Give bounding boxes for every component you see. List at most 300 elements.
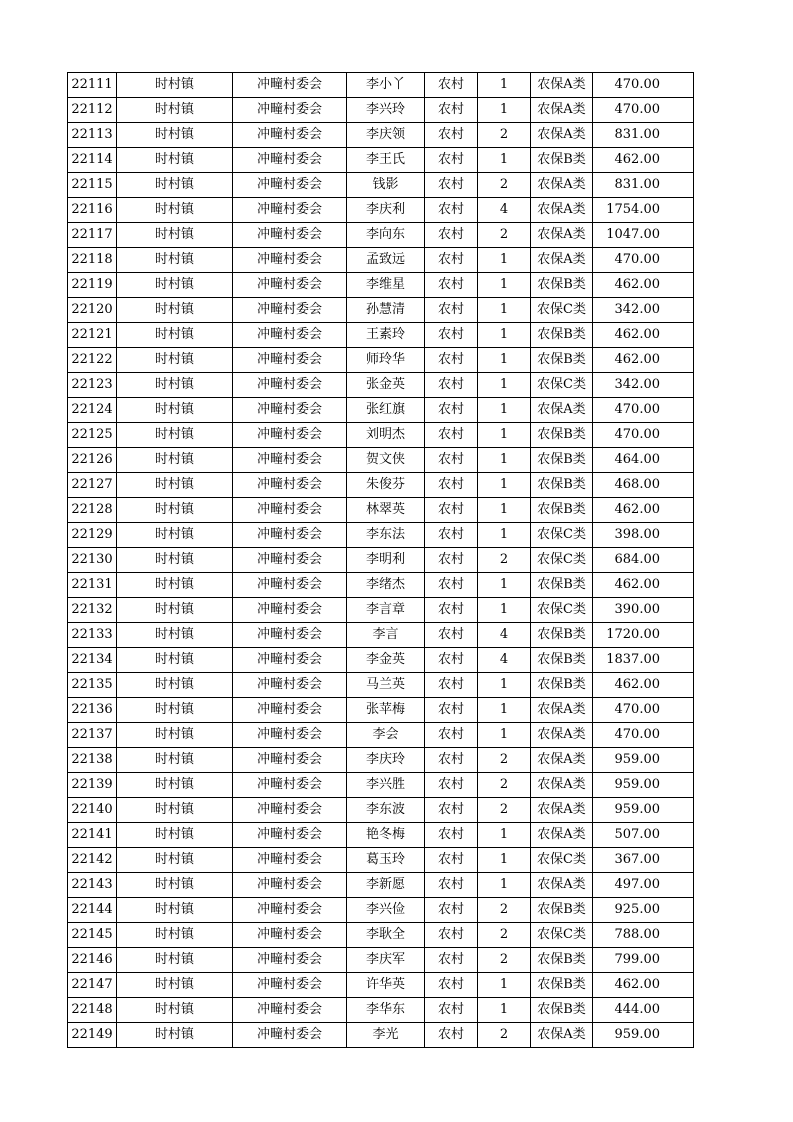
table-row <box>68 98 694 123</box>
amount-cell: 470.00 <box>593 398 694 423</box>
id-cell: 22113 <box>68 123 117 148</box>
village-cell: 冲疃村委会 <box>233 373 347 398</box>
name-cell: 张金英 <box>347 373 425 398</box>
area-cell: 农村 <box>425 473 478 498</box>
amount-cell: 342.00 <box>593 298 694 323</box>
village-cell: 冲疃村委会 <box>233 98 347 123</box>
table-row <box>68 898 694 923</box>
count-cell: 1 <box>478 348 531 373</box>
name-cell: 李东波 <box>347 798 425 823</box>
name-cell: 李金英 <box>347 648 425 673</box>
count-cell: 1 <box>478 873 531 898</box>
name-cell: 李耿全 <box>347 923 425 948</box>
village-cell: 冲疃村委会 <box>233 798 347 823</box>
count-cell: 1 <box>478 298 531 323</box>
category-cell: 农保C类 <box>531 548 593 573</box>
village-cell: 冲疃村委会 <box>233 773 347 798</box>
amount-cell: 462.00 <box>593 348 694 373</box>
town-cell: 时村镇 <box>117 123 233 148</box>
count-cell: 2 <box>478 123 531 148</box>
category-cell: 农保A类 <box>531 823 593 848</box>
count-cell: 2 <box>478 173 531 198</box>
id-cell: 22144 <box>68 898 117 923</box>
id-cell: 22119 <box>68 273 117 298</box>
table-row <box>68 323 694 348</box>
name-cell: 李言 <box>347 623 425 648</box>
area-cell: 农村 <box>425 923 478 948</box>
id-cell: 22136 <box>68 698 117 723</box>
town-cell: 时村镇 <box>117 748 233 773</box>
id-cell: 22112 <box>68 98 117 123</box>
category-cell: 农保A类 <box>531 248 593 273</box>
town-cell: 时村镇 <box>117 998 233 1023</box>
table-row <box>68 573 694 598</box>
name-cell: 李会 <box>347 723 425 748</box>
name-cell: 李向东 <box>347 223 425 248</box>
town-cell: 时村镇 <box>117 323 233 348</box>
category-cell: 农保A类 <box>531 723 593 748</box>
category-cell: 农保B类 <box>531 898 593 923</box>
area-cell: 农村 <box>425 273 478 298</box>
category-cell: 农保C类 <box>531 598 593 623</box>
table-row <box>68 498 694 523</box>
name-cell: 李光 <box>347 1023 425 1048</box>
amount-cell: 507.00 <box>593 823 694 848</box>
count-cell: 1 <box>478 448 531 473</box>
category-cell: 农保B类 <box>531 448 593 473</box>
amount-cell: 398.00 <box>593 523 694 548</box>
count-cell: 1 <box>478 323 531 348</box>
village-cell: 冲疃村委会 <box>233 898 347 923</box>
area-cell: 农村 <box>425 298 478 323</box>
village-cell: 冲疃村委会 <box>233 673 347 698</box>
name-cell: 贺文侠 <box>347 448 425 473</box>
name-cell: 马兰英 <box>347 673 425 698</box>
area-cell: 农村 <box>425 573 478 598</box>
village-cell: 冲疃村委会 <box>233 248 347 273</box>
category-cell: 农保A类 <box>531 173 593 198</box>
id-cell: 22138 <box>68 748 117 773</box>
town-cell: 时村镇 <box>117 348 233 373</box>
town-cell: 时村镇 <box>117 698 233 723</box>
town-cell: 时村镇 <box>117 923 233 948</box>
name-cell: 李庆利 <box>347 198 425 223</box>
village-cell: 冲疃村委会 <box>233 273 347 298</box>
amount-cell: 470.00 <box>593 73 694 98</box>
amount-cell: 462.00 <box>593 673 694 698</box>
village-cell: 冲疃村委会 <box>233 448 347 473</box>
area-cell: 农村 <box>425 623 478 648</box>
amount-cell: 470.00 <box>593 98 694 123</box>
category-cell: 农保A类 <box>531 698 593 723</box>
village-cell: 冲疃村委会 <box>233 748 347 773</box>
category-cell: 农保B类 <box>531 573 593 598</box>
amount-cell: 497.00 <box>593 873 694 898</box>
id-cell: 22124 <box>68 398 117 423</box>
area-cell: 农村 <box>425 223 478 248</box>
id-cell: 22143 <box>68 873 117 898</box>
town-cell: 时村镇 <box>117 723 233 748</box>
name-cell: 李兴胜 <box>347 773 425 798</box>
town-cell: 时村镇 <box>117 848 233 873</box>
category-cell: 农保B类 <box>531 998 593 1023</box>
village-cell: 冲疃村委会 <box>233 648 347 673</box>
village-cell: 冲疃村委会 <box>233 173 347 198</box>
village-cell: 冲疃村委会 <box>233 223 347 248</box>
town-cell: 时村镇 <box>117 573 233 598</box>
table-row <box>68 73 694 98</box>
amount-cell: 1754.00 <box>593 198 694 223</box>
id-cell: 22125 <box>68 423 117 448</box>
area-cell: 农村 <box>425 498 478 523</box>
count-cell: 2 <box>478 773 531 798</box>
table-row <box>68 123 694 148</box>
category-cell: 农保C类 <box>531 298 593 323</box>
category-cell: 农保B类 <box>531 648 593 673</box>
area-cell: 农村 <box>425 673 478 698</box>
count-cell: 1 <box>478 498 531 523</box>
id-cell: 22121 <box>68 323 117 348</box>
amount-cell: 470.00 <box>593 698 694 723</box>
village-cell: 冲疃村委会 <box>233 148 347 173</box>
name-cell: 李兴俭 <box>347 898 425 923</box>
area-cell: 农村 <box>425 698 478 723</box>
area-cell: 农村 <box>425 73 478 98</box>
table-row <box>68 848 694 873</box>
id-cell: 22131 <box>68 573 117 598</box>
town-cell: 时村镇 <box>117 523 233 548</box>
id-cell: 22146 <box>68 948 117 973</box>
name-cell: 孟致远 <box>347 248 425 273</box>
count-cell: 4 <box>478 648 531 673</box>
town-cell: 时村镇 <box>117 473 233 498</box>
table-row <box>68 673 694 698</box>
table-row <box>68 148 694 173</box>
table-row <box>68 248 694 273</box>
id-cell: 22114 <box>68 148 117 173</box>
table-row <box>68 648 694 673</box>
count-cell: 1 <box>478 373 531 398</box>
area-cell: 农村 <box>425 748 478 773</box>
id-cell: 22142 <box>68 848 117 873</box>
village-cell: 冲疃村委会 <box>233 423 347 448</box>
area-cell: 农村 <box>425 948 478 973</box>
category-cell: 农保A类 <box>531 223 593 248</box>
village-cell: 冲疃村委会 <box>233 873 347 898</box>
area-cell: 农村 <box>425 98 478 123</box>
id-cell: 22126 <box>68 448 117 473</box>
id-cell: 22134 <box>68 648 117 673</box>
category-cell: 农保C类 <box>531 848 593 873</box>
id-cell: 22115 <box>68 173 117 198</box>
count-cell: 2 <box>478 548 531 573</box>
area-cell: 农村 <box>425 898 478 923</box>
amount-cell: 788.00 <box>593 923 694 948</box>
count-cell: 2 <box>478 748 531 773</box>
count-cell: 1 <box>478 823 531 848</box>
name-cell: 林翠英 <box>347 498 425 523</box>
table-body <box>68 73 694 1048</box>
table-row <box>68 473 694 498</box>
count-cell: 1 <box>478 848 531 873</box>
name-cell: 师玲华 <box>347 348 425 373</box>
amount-cell: 959.00 <box>593 798 694 823</box>
amount-cell: 462.00 <box>593 573 694 598</box>
table-row <box>68 873 694 898</box>
id-cell: 22118 <box>68 248 117 273</box>
amount-cell: 470.00 <box>593 248 694 273</box>
category-cell: 农保A类 <box>531 198 593 223</box>
area-cell: 农村 <box>425 248 478 273</box>
category-cell: 农保B类 <box>531 323 593 348</box>
village-cell: 冲疃村委会 <box>233 623 347 648</box>
table-row <box>68 748 694 773</box>
category-cell: 农保A类 <box>531 398 593 423</box>
count-cell: 1 <box>478 698 531 723</box>
town-cell: 时村镇 <box>117 273 233 298</box>
count-cell: 1 <box>478 473 531 498</box>
name-cell: 李兴玲 <box>347 98 425 123</box>
town-cell: 时村镇 <box>117 873 233 898</box>
category-cell: 农保A类 <box>531 1023 593 1048</box>
table-row <box>68 373 694 398</box>
area-cell: 农村 <box>425 173 478 198</box>
table-row <box>68 823 694 848</box>
count-cell: 2 <box>478 1023 531 1048</box>
town-cell: 时村镇 <box>117 1023 233 1048</box>
category-cell: 农保A类 <box>531 748 593 773</box>
amount-cell: 462.00 <box>593 323 694 348</box>
name-cell: 李明利 <box>347 548 425 573</box>
name-cell: 李华东 <box>347 998 425 1023</box>
village-cell: 冲疃村委会 <box>233 498 347 523</box>
village-cell: 冲疃村委会 <box>233 823 347 848</box>
category-cell: 农保C类 <box>531 923 593 948</box>
name-cell: 朱俊芬 <box>347 473 425 498</box>
amount-cell: 959.00 <box>593 748 694 773</box>
name-cell: 李言章 <box>347 598 425 623</box>
table-row <box>68 798 694 823</box>
table-row <box>68 723 694 748</box>
count-cell: 1 <box>478 998 531 1023</box>
name-cell: 钱影 <box>347 173 425 198</box>
area-cell: 农村 <box>425 873 478 898</box>
town-cell: 时村镇 <box>117 448 233 473</box>
name-cell: 张红旗 <box>347 398 425 423</box>
village-cell: 冲疃村委会 <box>233 73 347 98</box>
amount-cell: 468.00 <box>593 473 694 498</box>
count-cell: 1 <box>478 723 531 748</box>
category-cell: 农保A类 <box>531 798 593 823</box>
id-cell: 22148 <box>68 998 117 1023</box>
id-cell: 22135 <box>68 673 117 698</box>
amount-cell: 799.00 <box>593 948 694 973</box>
name-cell: 艳冬梅 <box>347 823 425 848</box>
count-cell: 1 <box>478 423 531 448</box>
amount-cell: 959.00 <box>593 773 694 798</box>
village-cell: 冲疃村委会 <box>233 573 347 598</box>
count-cell: 1 <box>478 148 531 173</box>
village-cell: 冲疃村委会 <box>233 523 347 548</box>
town-cell: 时村镇 <box>117 898 233 923</box>
table-row <box>68 223 694 248</box>
area-cell: 农村 <box>425 198 478 223</box>
count-cell: 1 <box>478 248 531 273</box>
name-cell: 李维星 <box>347 273 425 298</box>
count-cell: 1 <box>478 273 531 298</box>
amount-cell: 462.00 <box>593 273 694 298</box>
id-cell: 22116 <box>68 198 117 223</box>
town-cell: 时村镇 <box>117 648 233 673</box>
name-cell: 张苹梅 <box>347 698 425 723</box>
category-cell: 农保C类 <box>531 523 593 548</box>
name-cell: 李小丫 <box>347 73 425 98</box>
amount-cell: 1047.00 <box>593 223 694 248</box>
name-cell: 李东法 <box>347 523 425 548</box>
id-cell: 22132 <box>68 598 117 623</box>
category-cell: 农保A类 <box>531 873 593 898</box>
town-cell: 时村镇 <box>117 73 233 98</box>
count-cell: 4 <box>478 623 531 648</box>
table-row <box>68 398 694 423</box>
village-cell: 冲疃村委会 <box>233 123 347 148</box>
amount-cell: 444.00 <box>593 998 694 1023</box>
category-cell: 农保A类 <box>531 98 593 123</box>
amount-cell: 470.00 <box>593 723 694 748</box>
amount-cell: 925.00 <box>593 898 694 923</box>
table-row <box>68 973 694 998</box>
town-cell: 时村镇 <box>117 623 233 648</box>
table-row <box>68 623 694 648</box>
area-cell: 农村 <box>425 448 478 473</box>
town-cell: 时村镇 <box>117 298 233 323</box>
category-cell: 农保A类 <box>531 73 593 98</box>
count-cell: 2 <box>478 923 531 948</box>
id-cell: 22130 <box>68 548 117 573</box>
village-cell: 冲疃村委会 <box>233 923 347 948</box>
id-cell: 22122 <box>68 348 117 373</box>
amount-cell: 390.00 <box>593 598 694 623</box>
town-cell: 时村镇 <box>117 498 233 523</box>
category-cell: 农保B类 <box>531 623 593 648</box>
town-cell: 时村镇 <box>117 548 233 573</box>
table-row <box>68 548 694 573</box>
village-cell: 冲疃村委会 <box>233 973 347 998</box>
name-cell: 李庆军 <box>347 948 425 973</box>
area-cell: 农村 <box>425 648 478 673</box>
table-row <box>68 948 694 973</box>
table-row <box>68 598 694 623</box>
name-cell: 许华英 <box>347 973 425 998</box>
id-cell: 22139 <box>68 773 117 798</box>
area-cell: 农村 <box>425 823 478 848</box>
count-cell: 2 <box>478 948 531 973</box>
town-cell: 时村镇 <box>117 173 233 198</box>
village-cell: 冲疃村委会 <box>233 473 347 498</box>
id-cell: 22128 <box>68 498 117 523</box>
table-row <box>68 273 694 298</box>
category-cell: 农保B类 <box>531 423 593 448</box>
id-cell: 22123 <box>68 373 117 398</box>
name-cell: 李绪杰 <box>347 573 425 598</box>
count-cell: 2 <box>478 898 531 923</box>
village-cell: 冲疃村委会 <box>233 598 347 623</box>
category-cell: 农保B类 <box>531 498 593 523</box>
amount-cell: 462.00 <box>593 498 694 523</box>
area-cell: 农村 <box>425 1023 478 1048</box>
area-cell: 农村 <box>425 373 478 398</box>
amount-cell: 462.00 <box>593 148 694 173</box>
village-cell: 冲疃村委会 <box>233 723 347 748</box>
table-row <box>68 998 694 1023</box>
amount-cell: 1837.00 <box>593 648 694 673</box>
area-cell: 农村 <box>425 723 478 748</box>
category-cell: 农保B类 <box>531 148 593 173</box>
name-cell: 刘明杰 <box>347 423 425 448</box>
amount-cell: 1720.00 <box>593 623 694 648</box>
table-row <box>68 773 694 798</box>
area-cell: 农村 <box>425 523 478 548</box>
town-cell: 时村镇 <box>117 773 233 798</box>
count-cell: 1 <box>478 523 531 548</box>
area-cell: 农村 <box>425 148 478 173</box>
table-row <box>68 1023 694 1048</box>
amount-cell: 367.00 <box>593 848 694 873</box>
table-row <box>68 448 694 473</box>
town-cell: 时村镇 <box>117 98 233 123</box>
id-cell: 22147 <box>68 973 117 998</box>
id-cell: 22129 <box>68 523 117 548</box>
count-cell: 1 <box>478 398 531 423</box>
amount-cell: 831.00 <box>593 173 694 198</box>
area-cell: 农村 <box>425 773 478 798</box>
amount-cell: 470.00 <box>593 423 694 448</box>
village-cell: 冲疃村委会 <box>233 698 347 723</box>
category-cell: 农保B类 <box>531 948 593 973</box>
area-cell: 农村 <box>425 598 478 623</box>
id-cell: 22137 <box>68 723 117 748</box>
count-cell: 1 <box>478 98 531 123</box>
village-cell: 冲疃村委会 <box>233 298 347 323</box>
count-cell: 2 <box>478 798 531 823</box>
amount-cell: 959.00 <box>593 1023 694 1048</box>
village-cell: 冲疃村委会 <box>233 348 347 373</box>
count-cell: 4 <box>478 198 531 223</box>
table-row <box>68 923 694 948</box>
table-row <box>68 173 694 198</box>
town-cell: 时村镇 <box>117 148 233 173</box>
area-cell: 农村 <box>425 398 478 423</box>
id-cell: 22141 <box>68 823 117 848</box>
town-cell: 时村镇 <box>117 673 233 698</box>
table-row <box>68 423 694 448</box>
count-cell: 1 <box>478 598 531 623</box>
table-row <box>68 298 694 323</box>
town-cell: 时村镇 <box>117 948 233 973</box>
area-cell: 农村 <box>425 998 478 1023</box>
village-cell: 冲疃村委会 <box>233 1023 347 1048</box>
count-cell: 1 <box>478 73 531 98</box>
table-row <box>68 523 694 548</box>
id-cell: 22133 <box>68 623 117 648</box>
town-cell: 时村镇 <box>117 423 233 448</box>
count-cell: 1 <box>478 673 531 698</box>
area-cell: 农村 <box>425 798 478 823</box>
category-cell: 农保A类 <box>531 773 593 798</box>
name-cell: 李庆玲 <box>347 748 425 773</box>
id-cell: 22127 <box>68 473 117 498</box>
area-cell: 农村 <box>425 423 478 448</box>
